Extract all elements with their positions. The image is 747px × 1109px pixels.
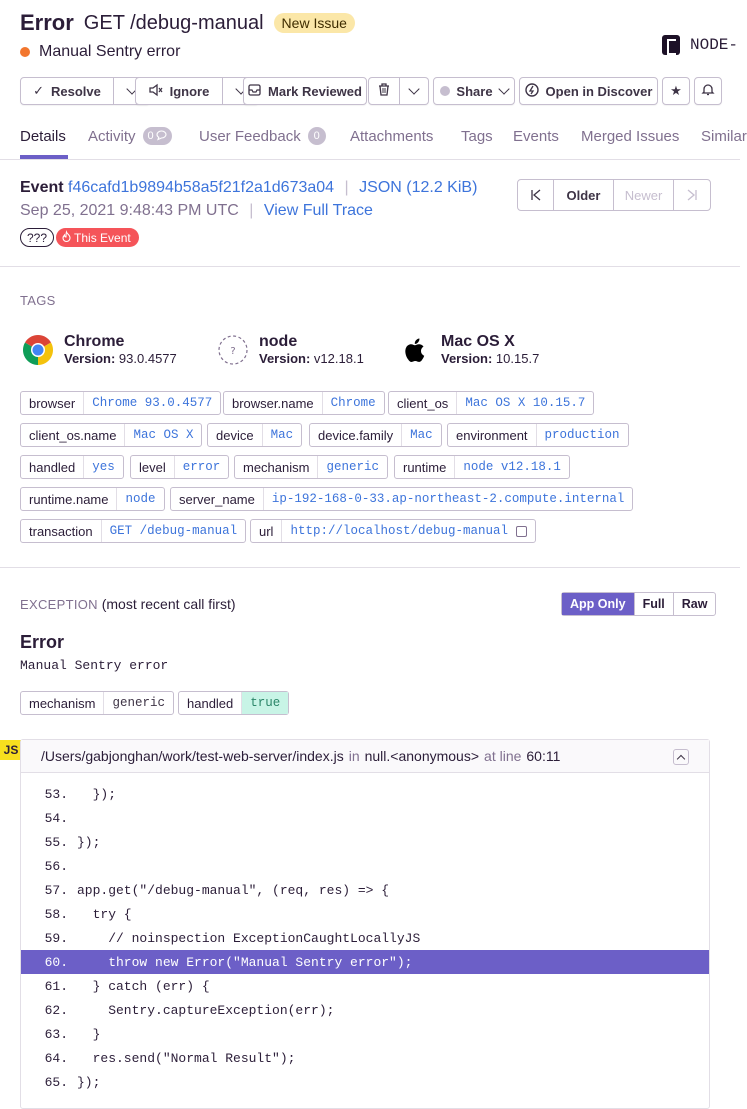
chevron-down-icon	[408, 83, 419, 94]
resolve-label: Resolve	[51, 83, 101, 99]
project-icon	[662, 35, 680, 55]
external-link-icon[interactable]	[516, 526, 527, 537]
tag-mechanism[interactable]	[234, 455, 388, 479]
tab-label: Activity	[88, 127, 136, 145]
tag-key: level	[131, 456, 175, 478]
code-line	[21, 902, 709, 926]
line-code: });	[77, 1074, 101, 1090]
line-number: 62.	[44, 1002, 68, 1018]
code-line	[21, 1070, 709, 1094]
share-label: Share	[456, 83, 493, 99]
tag-value-wrap[interactable]	[282, 520, 535, 542]
line-code: try {	[77, 906, 132, 922]
tab-similar[interactable]	[701, 126, 747, 146]
apple-icon	[399, 334, 431, 366]
frame-in-label: in	[348, 748, 360, 764]
full-toggle[interactable]: Full	[635, 593, 674, 615]
resolve-button[interactable]	[20, 77, 114, 105]
last-icon	[686, 189, 698, 201]
exception-title	[20, 596, 236, 612]
unknown-runtime-icon	[217, 334, 249, 366]
javascript-platform-icon: JS	[0, 740, 22, 760]
version-label: Version:	[441, 351, 493, 366]
last-event-button[interactable]	[674, 180, 710, 210]
context-name: Mac OS X	[441, 333, 515, 350]
app-only-toggle[interactable]: App Only	[562, 593, 635, 615]
active-tab-indicator	[20, 155, 68, 159]
stacktrace-view-toggle	[561, 592, 716, 616]
tag-value: true	[242, 692, 288, 714]
ignore-label: Ignore	[169, 83, 210, 99]
version-value: v12.18.1	[313, 351, 364, 366]
tags-section	[0, 268, 740, 568]
tag-key: runtime.name	[21, 488, 117, 510]
tag-key: mechanism	[235, 456, 318, 478]
tag-value[interactable]: yes	[92, 460, 115, 474]
mute-icon	[149, 84, 163, 99]
divider: |	[249, 202, 254, 219]
event-section	[0, 160, 740, 267]
open-in-discover-button[interactable]	[519, 77, 658, 105]
tag-value[interactable]: Mac	[410, 428, 433, 442]
json-link[interactable]: JSON (12.2 KiB)	[359, 179, 478, 196]
line-number: 64.	[44, 1050, 68, 1066]
context-version	[64, 351, 177, 366]
tab-label: Tags	[461, 127, 493, 145]
tab-details[interactable]	[20, 126, 66, 146]
issue-title-row	[20, 10, 355, 36]
tag-value: generic	[112, 696, 165, 710]
tab-attachments[interactable]	[350, 126, 433, 146]
tab-label: Details	[20, 127, 66, 145]
chrome-icon	[22, 334, 54, 366]
tag-key: runtime	[395, 456, 455, 478]
tag-key: server_name	[171, 488, 264, 510]
line-number: 61.	[44, 978, 68, 994]
code-line	[21, 854, 709, 878]
tag-value[interactable]: node	[125, 492, 156, 506]
stack-frame	[20, 739, 710, 1109]
svg-text:?: ?	[230, 345, 236, 357]
error-level-dot	[20, 47, 30, 57]
exception-subheading: (most recent call first)	[101, 596, 236, 612]
line-code: });	[77, 834, 101, 850]
issue-message-text: Manual Sentry error	[39, 43, 181, 60]
tag-value[interactable]: http://localhost/debug-manual	[290, 524, 508, 538]
project-badge[interactable]	[662, 35, 738, 55]
tag-value[interactable]: GET /debug-manual	[109, 524, 238, 538]
divider: |	[344, 179, 349, 196]
star-icon: ★	[670, 83, 682, 98]
bell-icon	[702, 83, 714, 99]
line-code: app.get("/debug-manual", (req, res) => {	[77, 882, 390, 898]
bookmark-button[interactable]	[662, 77, 690, 105]
chevron-down-icon	[498, 83, 509, 94]
tab-label: Similar	[701, 127, 747, 145]
share-status-icon	[440, 86, 450, 96]
line-number: 65.	[44, 1074, 68, 1090]
exception-heading: EXCEPTION	[20, 597, 98, 612]
tag-browser[interactable]	[20, 391, 221, 415]
context-name: node	[259, 333, 298, 350]
tag-key: handled	[179, 692, 242, 714]
event-date-row	[20, 202, 373, 220]
frame-filename: /Users/gabjonghan/work/test-web-server/index.js	[41, 748, 344, 764]
tab-tags[interactable]	[461, 126, 493, 146]
line-code: throw new Error("Manual Sentry error");	[77, 954, 413, 970]
exception-type: Error	[20, 632, 65, 652]
mark-reviewed-button[interactable]	[243, 77, 367, 105]
tag-runtime[interactable]	[394, 455, 570, 479]
tab-label: User Feedback	[199, 127, 301, 145]
code-line	[21, 974, 709, 998]
tag-value[interactable]: Mac OS X 10.15.7	[465, 396, 586, 410]
line-code: });	[77, 786, 117, 802]
line-number: 58.	[44, 906, 68, 922]
exception-section	[0, 569, 740, 1099]
comment-icon	[156, 130, 167, 143]
mark-reviewed-label: Mark Reviewed	[268, 83, 362, 99]
user-feedback-count: 0	[308, 127, 326, 145]
tag-key: device.family	[310, 424, 402, 446]
tag-value[interactable]: node v12.18.1	[463, 460, 561, 474]
frame-at-line-label: at line	[484, 748, 522, 764]
raw-toggle[interactable]: Raw	[681, 597, 708, 611]
code-line-active	[21, 950, 709, 974]
issue-title: Error	[20, 10, 74, 35]
discover-icon	[525, 83, 539, 100]
line-number: 56.	[44, 858, 68, 874]
exception-value: Manual Sentry error	[20, 658, 169, 673]
line-number: 53.	[44, 786, 68, 802]
this-event-label: This Event	[74, 230, 131, 245]
activity-count-badge	[143, 127, 172, 145]
view-full-trace-link[interactable]: View Full Trace	[263, 202, 373, 219]
frame-line-number: 60:11	[526, 748, 561, 764]
tag-device-family[interactable]	[309, 423, 442, 447]
line-code: Sentry.captureException(err);	[77, 1002, 335, 1018]
issue-tabs	[0, 122, 747, 160]
tab-activity[interactable]	[88, 126, 172, 146]
line-code: } catch (err) {	[77, 978, 210, 994]
tab-events[interactable]	[513, 126, 559, 146]
fire-icon	[62, 231, 71, 245]
tag-value[interactable]: Mac OS X	[133, 428, 194, 442]
event-id-link[interactable]: f46cafd1b9894b58a5f21f2a1d673a04	[68, 179, 335, 196]
line-number: 57.	[44, 882, 68, 898]
tag-value[interactable]: Chrome	[330, 396, 376, 410]
tag-browser-name[interactable]	[223, 391, 385, 415]
issue-culprit: GET /debug-manual	[83, 11, 264, 34]
tag-key: browser.name	[224, 392, 323, 414]
tag-key: client_os	[389, 392, 457, 414]
line-number: 60.	[44, 954, 68, 970]
code-line	[21, 782, 709, 806]
new-issue-badge: New Issue	[274, 13, 355, 33]
line-number: 54.	[44, 810, 68, 826]
inbox-icon	[248, 84, 261, 99]
exception-handled-tag	[178, 691, 289, 715]
project-id: NODE-	[690, 36, 739, 54]
delete-dropdown-button[interactable]	[400, 77, 429, 105]
tag-url[interactable]	[250, 519, 536, 543]
tab-merged-issues[interactable]	[581, 126, 679, 146]
ignore-button[interactable]	[135, 77, 223, 105]
tag-key: device	[208, 424, 263, 446]
collapse-frame-icon[interactable]	[673, 749, 689, 765]
code-line	[21, 1046, 709, 1070]
this-event-badge	[56, 228, 139, 247]
code-line	[21, 878, 709, 902]
context-os	[399, 333, 539, 366]
tag-client-os[interactable]	[388, 391, 594, 415]
tags-title: TAGS	[20, 293, 56, 308]
tab-label: Events	[513, 127, 559, 145]
frame-function: null.<anonymous>	[364, 748, 480, 764]
first-event-button[interactable]	[518, 180, 554, 210]
tag-key: browser	[21, 392, 84, 414]
open-discover-label: Open in Discover	[545, 83, 653, 99]
tag-handled[interactable]	[20, 455, 124, 479]
code-line	[21, 926, 709, 950]
older-event-button[interactable]: Older	[554, 180, 614, 210]
newer-event-button[interactable]: Newer	[614, 180, 674, 210]
line-code: }	[77, 1026, 101, 1042]
tab-user-feedback[interactable]	[199, 126, 326, 146]
tag-key: mechanism	[21, 692, 104, 714]
line-number: 63.	[44, 1026, 68, 1042]
tag-key: url	[251, 520, 282, 542]
exception-mechanism-tag	[20, 691, 174, 715]
unknown-event-badge: ???	[20, 228, 54, 247]
line-number: 59.	[44, 930, 68, 946]
tag-device[interactable]	[207, 423, 302, 447]
tag-key: environment	[448, 424, 537, 446]
version-value: 93.0.4577	[118, 351, 177, 366]
check-icon: ✓	[33, 83, 45, 98]
share-button[interactable]	[433, 77, 515, 105]
line-code: // noinspection ExceptionCaughtLocallyJS	[77, 930, 421, 946]
line-code: res.send("Normal Result");	[77, 1050, 296, 1066]
version-label: Version:	[259, 351, 311, 366]
frame-code-context	[21, 773, 709, 1094]
context-version	[259, 351, 364, 366]
subscribe-button[interactable]	[694, 77, 722, 105]
tag-server-name[interactable]	[170, 487, 633, 511]
activity-count: 0	[147, 130, 154, 142]
event-date: Sep 25, 2021 9:48:43 PM UTC	[20, 202, 239, 219]
issue-message	[20, 43, 180, 61]
tag-value[interactable]: production	[544, 428, 620, 442]
tag-key: handled	[21, 456, 84, 478]
code-line	[21, 830, 709, 854]
version-label: Version:	[64, 351, 116, 366]
tag-level[interactable]	[130, 455, 229, 479]
first-icon	[530, 189, 542, 201]
tag-value[interactable]: Chrome 93.0.4577	[92, 396, 213, 410]
delete-button[interactable]	[368, 77, 400, 105]
tag-key: transaction	[21, 520, 102, 542]
code-line	[21, 806, 709, 830]
tab-label: Attachments	[350, 127, 434, 145]
tab-label: Merged Issues	[581, 127, 680, 145]
event-id-row	[20, 179, 477, 197]
tag-value[interactable]: generic	[326, 460, 379, 474]
tag-client-os-name[interactable]	[20, 423, 202, 447]
event-badges	[20, 228, 139, 247]
tag-environment[interactable]	[447, 423, 629, 447]
code-line	[21, 1022, 709, 1046]
trash-icon	[378, 83, 390, 99]
event-label: Event	[20, 179, 64, 196]
version-value: 10.15.7	[495, 351, 540, 366]
context-browser	[22, 333, 177, 366]
tag-key: client_os.name	[21, 424, 125, 446]
tag-value[interactable]: ip-192-168-0-33.ap-northeast-2.compute.internal	[271, 492, 625, 506]
context-runtime	[217, 333, 364, 366]
tag-runtime-name[interactable]	[20, 487, 165, 511]
tag-value[interactable]: Mac	[270, 428, 294, 442]
context-name: Chrome	[64, 333, 125, 350]
code-line	[21, 998, 709, 1022]
stack-frame-header[interactable]	[21, 740, 709, 773]
event-pagination	[517, 179, 711, 211]
tag-value[interactable]: error	[182, 460, 221, 474]
line-number: 55.	[44, 834, 68, 850]
context-version	[441, 351, 539, 366]
tag-transaction[interactable]	[20, 519, 246, 543]
